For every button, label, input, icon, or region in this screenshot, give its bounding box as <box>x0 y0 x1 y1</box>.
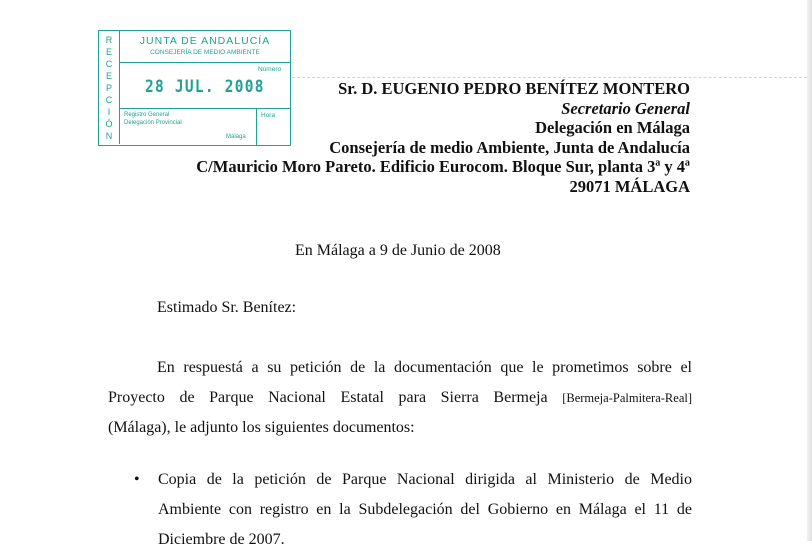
bullet-line: Diciembre de 2007. <box>158 531 285 548</box>
paragraph-line-bracket: [Bermeja-Palmitera-Real] <box>562 391 693 405</box>
stamp-letter: C <box>105 59 113 69</box>
stamp-letter: R <box>105 35 113 45</box>
stamp-registro-line1: Registro General <box>124 112 170 118</box>
stamp-registro-line2: Delegación Provincial <box>124 120 182 126</box>
bullet-line: Ambiente con registro en la Subdelegación del Gobierno en Málaga el 11 de <box>158 501 692 518</box>
paragraph-line: En respuestá a su petición de la documentación que le prometimos sobre el <box>157 359 692 376</box>
recipient-role: Secretario General <box>561 98 690 118</box>
scan-edge <box>807 0 812 541</box>
stamp-city: Málaga <box>226 134 246 140</box>
stamp-junta: JUNTA DE ANDALUCÍA <box>139 35 271 47</box>
stamp-letter: N <box>105 131 113 141</box>
stamp-hora-label: Hora <box>261 112 276 119</box>
recipient-address: C/Mauricio Moro Pareto. Edificio Eurocom. Bloque Sur, planta 3ª y 4ª <box>196 157 690 176</box>
stamp-letter: P <box>105 83 112 93</box>
body-paragraph <box>108 353 692 443</box>
letter-dateline: En Málaga a 9 de Junio de 2008 <box>295 242 501 259</box>
paragraph-line: (Málaga), le adjunto los siguientes documentos: <box>108 419 415 436</box>
fold-line <box>292 77 807 78</box>
paragraph-line <box>108 383 692 413</box>
recipient-delegation: Delegación en Málaga <box>535 118 690 137</box>
stamp-numero-label: Número <box>258 66 282 73</box>
recipient-block <box>196 79 690 196</box>
recipient-consejeria: Consejería de medio Ambiente, Junta de Andalucía <box>329 137 690 157</box>
bullet-marker: • <box>134 471 140 488</box>
stamp-letter: E <box>105 71 112 81</box>
stamp-vertical-label <box>99 31 120 144</box>
stamp-letter: C <box>105 95 113 105</box>
recipient-postal: 29071 MÁLAGA <box>569 176 690 196</box>
stamp-letter: Ó <box>105 119 113 129</box>
bullet-line: Copia de la petición de Parque Nacional dirigida al Ministerio de Medio <box>158 471 692 488</box>
stamp-letter: I <box>107 107 111 117</box>
letter-salutation: Estimado Sr. Benítez: <box>157 299 297 316</box>
stamp-divider <box>120 62 290 63</box>
paragraph-line-main: Proyecto de Parque Nacional Estatal para Sierra Bermeja <box>108 389 548 406</box>
bullet-item <box>158 465 692 555</box>
stamp-letter: E <box>105 47 112 57</box>
stamp-consejeria: CONSEJERÍA DE MEDIO AMBIENTE <box>150 49 260 56</box>
stamp-date: 28 JUL. 2008 <box>145 77 265 97</box>
recipient-name: Sr. D. EUGENIO PEDRO BENÍTEZ MONTERO <box>338 79 690 98</box>
